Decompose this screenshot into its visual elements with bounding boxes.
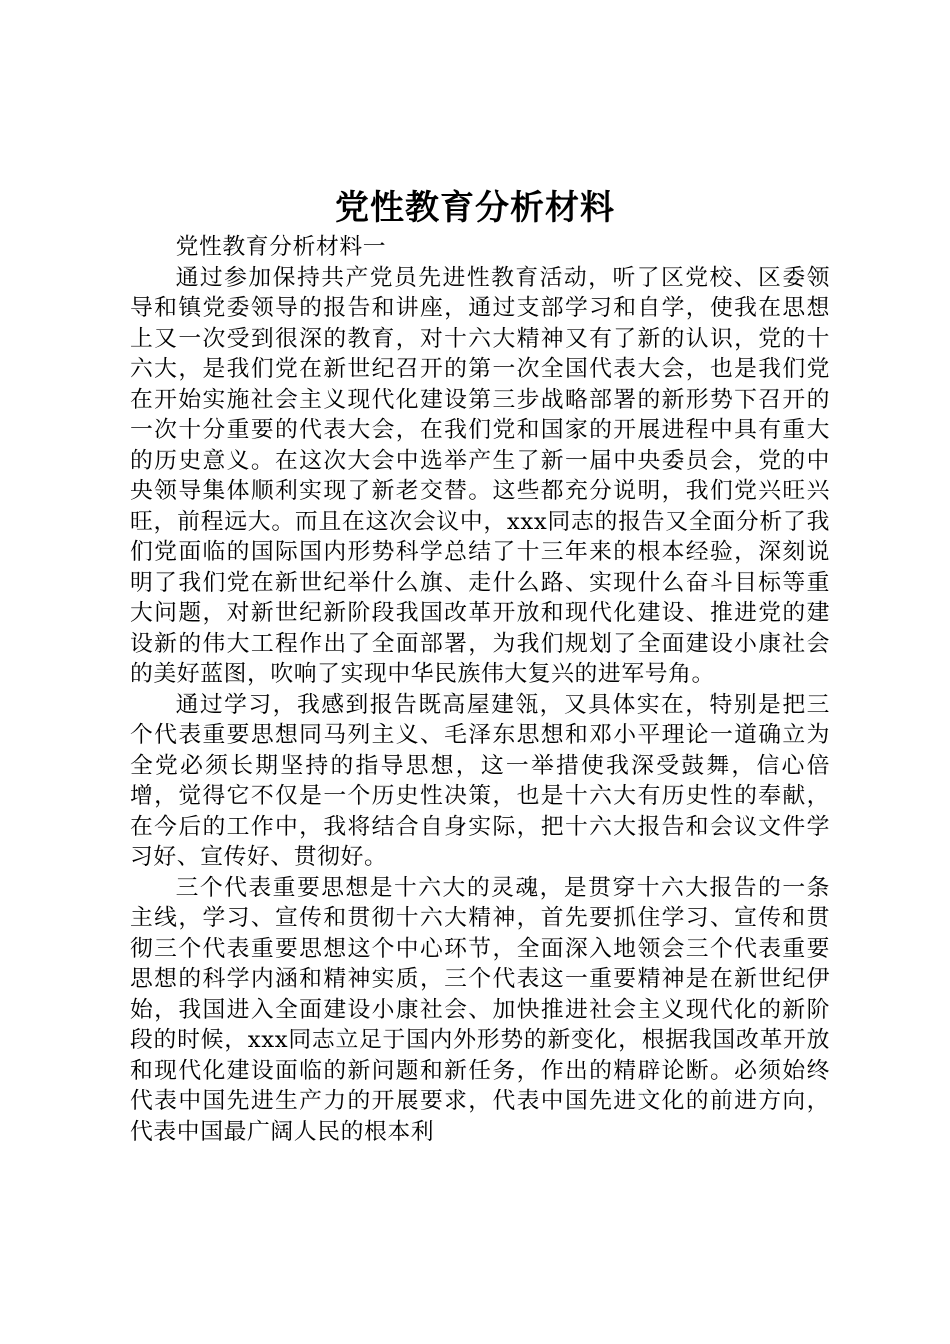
- document-title: 党性教育分析材料: [335, 188, 615, 228]
- paragraph-2: 通过学习，我感到报告既高屋建瓴，又具体实在，特别是把三个代表重要思想同马列主义、毛泽东思想和邓小平理论一道确立为全党必须长期坚持的指导思想，这一举措使我深受鼓舞，信心倍增，觉得它不仅是一个历史性决策，也是十六大有历史性的奉献，在今后的工作中，我将结合自身实际，把十六大报告和会议文件学习好、宣传好、贯彻好。: [130, 691, 830, 870]
- paragraph-3: 三个代表重要思想是十六大的灵魂，是贯穿十六大报告的一条主线，学习、宣传和贯彻十六大精神，首先要抓住学习、宣传和贯彻三个代表重要思想这个中心环节，全面深入地领会三个代表重要思想的科学内涵和精神实质，三个代表这一重要精神是在新世纪伊始，我国进入全面建设小康社会、加快推进社会主义现代化的新阶段的时候，xxx同志立足于国内外形势的新变化，根据我国改革开放和现代化建设面临的新问题和新任务，作出的精辟论断。必须始终代表中国先进生产力的开展要求，代表中国先进文化的前进方向，代表中国最广阔人民的根本利: [130, 874, 830, 1145]
- document-subtitle: 党性教育分析材料一: [175, 234, 387, 260]
- document-body: [130, 232, 830, 1147]
- paragraph-1: 通过参加保持共产党员先进性教育活动，听了区党校、区委领导和镇党委领导的报告和讲座，通过支部学习和自学，使我在思想上又一次受到很深的教育，对十六大精神又有了新的认识，党的十六大，是我们党在新世纪召开的第一次全国代表大会，也是我们党在开始实施社会主义现代化建设第三步战略部署的新形势下召开的一次十分重要的代表大会，在我们党和国家的开展进程中具有重大的历史意义。在这次大会中选举产生了新一届中央委员会，党的中央领导集体顺利实现了新老交替。这些都充分说明，我们党兴旺兴旺，前程远大。而且在这次会议中，xxx同志的报告又全面分析了我们党面临的国际国内形势科学总结了十三年来的根本经验，深刻说明了我们党在新世纪举什么旗、走什么路、实现什么奋斗目标等重大问题，对新世纪新阶段我国改革开放和现代化建设、推进党的建设新的伟大工程作出了全面部署，为我们规划了全面建设小康社会的美好蓝图，吹响了实现中华民族伟大复兴的进军号角。: [130, 264, 830, 687]
